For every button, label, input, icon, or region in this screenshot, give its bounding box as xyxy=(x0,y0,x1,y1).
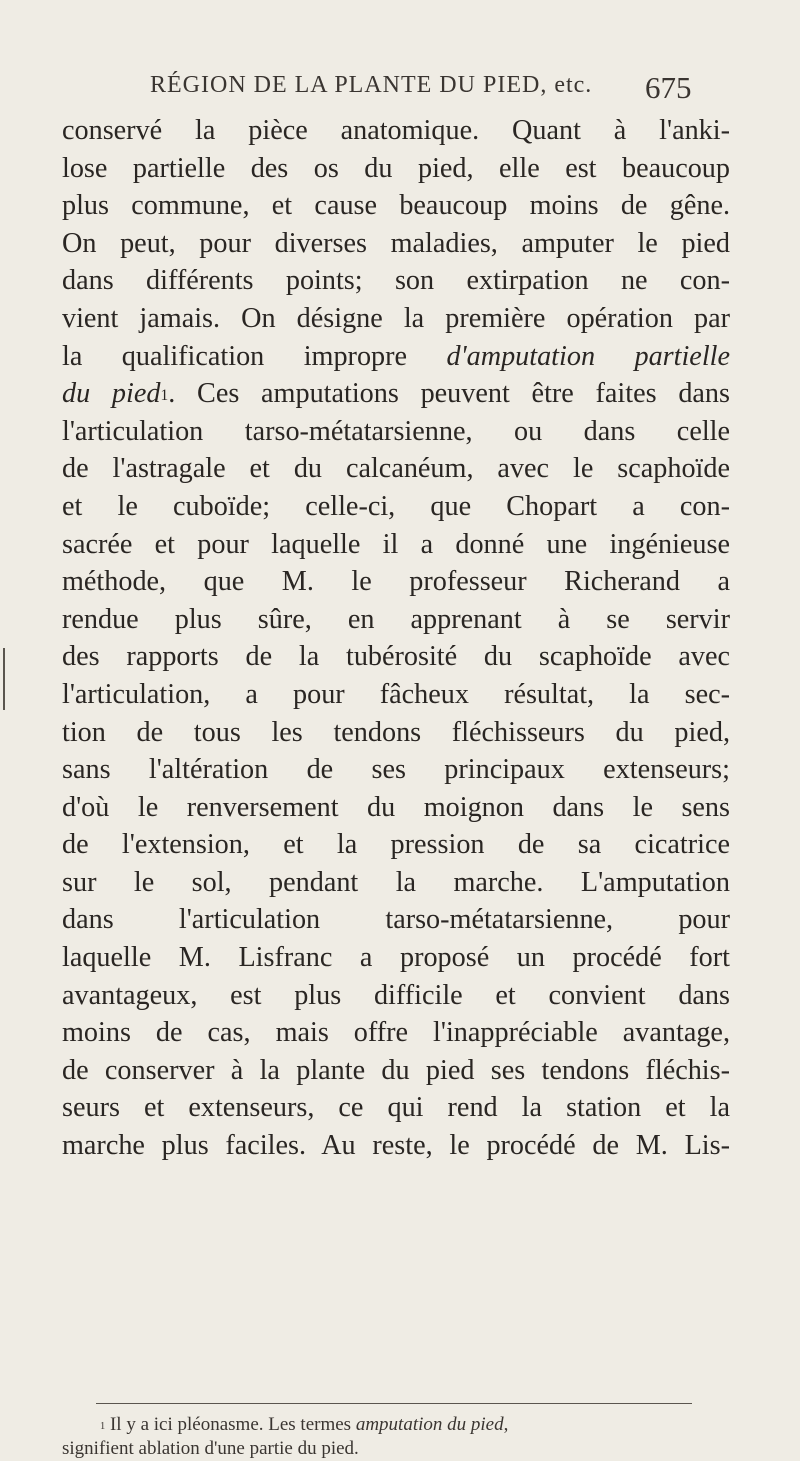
running-head xyxy=(150,70,692,105)
text-line: l'articulation, a pour fâcheux résultat, la sec- xyxy=(62,678,730,710)
text-line: seurs et extenseurs, ce qui rend la station et la xyxy=(62,1092,730,1124)
footnote-marker: 1 xyxy=(100,1421,106,1432)
text-line: sans l'altération de ses principaux extenseurs; xyxy=(62,754,730,786)
page-number: 675 xyxy=(645,70,692,105)
text-line: du pied$^1$. Ces amputations peuvent être faites dans xyxy=(62,378,730,410)
text-line: des rapports de la tubérosité du scaphoïde avec xyxy=(62,641,730,673)
footnote xyxy=(62,1413,730,1461)
text-line: de l'extension, et la pression de sa cicatrice xyxy=(62,829,730,861)
text-line: avantageux, est plus difficile et convient dans xyxy=(62,979,730,1011)
footnote-line: signifient ablation d'une partie du pied. xyxy=(62,1438,359,1459)
running-head-suffix: , etc. xyxy=(540,72,593,98)
text-line: dans différents points; son extirpation ne con- xyxy=(62,265,730,297)
body-text xyxy=(62,112,730,1165)
text-line: sur le sol, pendant la marche. L'amputation xyxy=(62,866,730,898)
text-line: méthode, que M. le professeur Richerand a xyxy=(62,566,730,598)
text-line: rendue plus sûre, en apprenant à se servir xyxy=(62,603,730,635)
text-line: laquelle M. Lisfranc a proposé un procédé fort xyxy=(62,942,730,974)
footnote-line: $^1$ Il y a ici pléonasme. Les termes amputation du pied, xyxy=(100,1414,509,1435)
footnote-divider xyxy=(96,1403,692,1404)
text-line: plus commune, et cause beaucoup moins de gêne. xyxy=(62,190,730,222)
text-line: sacrée et pour laquelle il a donné une ingénieuse xyxy=(62,528,730,560)
text-line: de conserver à la plante du pied ses tendons fléchis- xyxy=(62,1054,730,1086)
text-line: de l'astragale et du calcanéum, avec le scaphoïde xyxy=(62,453,730,485)
text-line: conservé la pièce anatomique. Quant à l'anki- xyxy=(62,115,730,146)
text-line: l'articulation tarso-métatarsienne, ou dans celle xyxy=(62,415,730,447)
text-line: On peut, pour diverses maladies, amputer le pied xyxy=(62,227,730,259)
italic-term: amputation du pied xyxy=(355,1414,504,1435)
italic-term: d'amputation partielle xyxy=(446,340,730,372)
text-line: et le cuboïde; celle-ci, que Chopart a con- xyxy=(62,490,730,522)
text-line: la qualification impropre d'amputation partielle xyxy=(62,340,730,372)
text-line: lose partielle des os du pied, elle est beaucoup xyxy=(62,152,730,184)
text-line: moins de cas, mais offre l'inappréciable avantage, xyxy=(62,1017,730,1049)
text-line: vient jamais. On désigne la première opération par xyxy=(62,302,730,334)
page-edge-mark xyxy=(3,648,5,710)
text-line: tion de tous les tendons fléchisseurs du pied, xyxy=(62,716,730,748)
running-head-title: RÉGION DE LA PLANTE DU PIED xyxy=(150,72,541,98)
text-line: marche plus faciles. Au reste, le procédé de M. Lis- xyxy=(62,1130,730,1162)
italic-term: du pied xyxy=(62,378,161,410)
text-line: dans l'articulation tarso-métatarsienne, pour xyxy=(62,904,730,936)
footnote-ref: 1 xyxy=(160,387,169,405)
text-line: d'où le renversement du moignon dans le sens xyxy=(62,791,730,823)
